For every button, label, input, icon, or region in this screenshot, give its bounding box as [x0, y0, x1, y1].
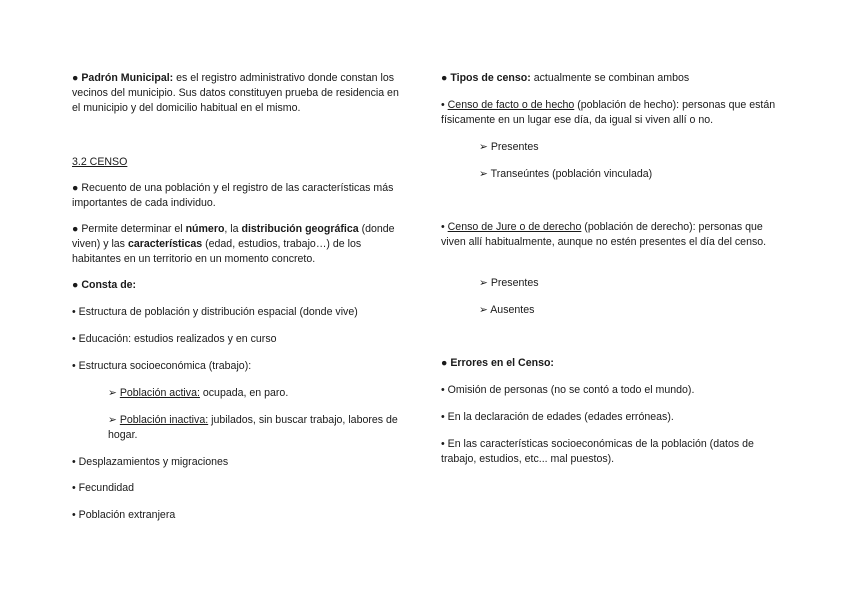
- censo-jure-paragraph: [441, 220, 776, 250]
- bullet: ●: [72, 72, 79, 84]
- errores-heading: [441, 356, 776, 371]
- tipos-text: actualmente se combinan ambos: [530, 72, 690, 84]
- sub-item-poblacion-inactiva: [108, 413, 398, 443]
- recuento-paragraph: ● Recuento de una población y el registro de las características más importantes de cada individuo.: [72, 182, 394, 209]
- arrow-icon: ➢: [108, 414, 120, 426]
- padron-text: es el registro administrativo donde constan los vecinos del municipio. Sus datos constituyen prueba de residencia en el municipio y del domicilio habitual en el mismo.: [72, 72, 399, 114]
- error-omision: • Omisión de personas (no se contó a todo el mundo).: [441, 384, 695, 396]
- error-socioeconomicas: • En las características socioeconómicas de la población (datos de trabajo, estudios, etc... mal puestos).: [441, 438, 754, 465]
- item-poblacion-extranjera: • Población extranjera: [72, 509, 176, 521]
- tipos-censo-paragraph: [441, 71, 776, 86]
- inactiva-term: Población inactiva:: [119, 414, 209, 426]
- errores-heading-text: ● Errores en el Censo:: [441, 357, 554, 369]
- error-edades: • En la declaración de edades (edades erróneas).: [441, 411, 674, 423]
- item-educacion: • Educación: estudios realizados y en curso: [72, 333, 277, 345]
- jure-item-ausentes: ➢ Ausentes: [479, 304, 535, 316]
- consta-heading: [72, 278, 402, 293]
- bullet: •: [441, 99, 448, 111]
- item-desplazamientos: • Desplazamientos y migraciones: [72, 456, 229, 468]
- item-fecundidad: • Fecundidad: [72, 482, 135, 494]
- activa-term: Población activa:: [119, 387, 200, 399]
- permite-text-3: (donde viven) y las: [72, 223, 395, 250]
- permite-text-4: (edad, estudios, trabajo…) de los habitantes en un territorio en un momento concreto.: [72, 238, 362, 265]
- permite-bold-caracteristicas: características: [127, 238, 203, 250]
- facto-item-presentes: ➢ Presentes: [479, 141, 539, 153]
- section-heading-text: 3.2 CENSO: [72, 156, 128, 168]
- item-estructura: • Estructura de población y distribución espacial (donde vive): [72, 306, 358, 318]
- consta-heading-text: ● Consta de:: [72, 279, 137, 291]
- facto-item-transeuntes: ➢ Transeúntes (población vinculada): [479, 168, 653, 180]
- inactiva-text: jubilados, sin buscar trabajo, labores de hogar.: [108, 414, 398, 441]
- jure-item-presentes: ➢ Presentes: [479, 277, 539, 289]
- facto-term: Censo de facto o de hecho: [447, 99, 575, 111]
- padron-term: Padrón Municipal:: [81, 72, 174, 84]
- arrow-icon: ➢: [108, 387, 120, 399]
- jure-term: Censo de Jure o de derecho: [447, 221, 582, 233]
- facto-text: (población de hecho): personas que están físicamente en un lugar ese día, da igual si viven allí o no.: [441, 99, 776, 126]
- permite-text-1: ● Permite determinar el: [72, 223, 186, 235]
- activa-text: ocupada, en paro.: [199, 387, 289, 399]
- item-socioeconomica: • Estructura socioeconómica (trabajo):: [72, 360, 252, 372]
- permite-bold-numero: número: [185, 223, 225, 235]
- censo-facto-paragraph: [441, 98, 776, 128]
- padron-paragraph: [72, 71, 402, 116]
- permite-bold-distribucion: distribución geográfica: [241, 223, 359, 235]
- tipos-term: ● Tipos de censo:: [441, 72, 531, 84]
- jure-text: (población de derecho): personas que viven allí habitualmente, aunque no estén presentes el día del censo.: [441, 221, 767, 248]
- permite-paragraph: [72, 222, 402, 267]
- bullet: •: [441, 221, 448, 233]
- permite-text-2: , la: [224, 223, 242, 235]
- sub-item-poblacion-activa: [108, 386, 398, 401]
- section-heading: [72, 155, 402, 170]
